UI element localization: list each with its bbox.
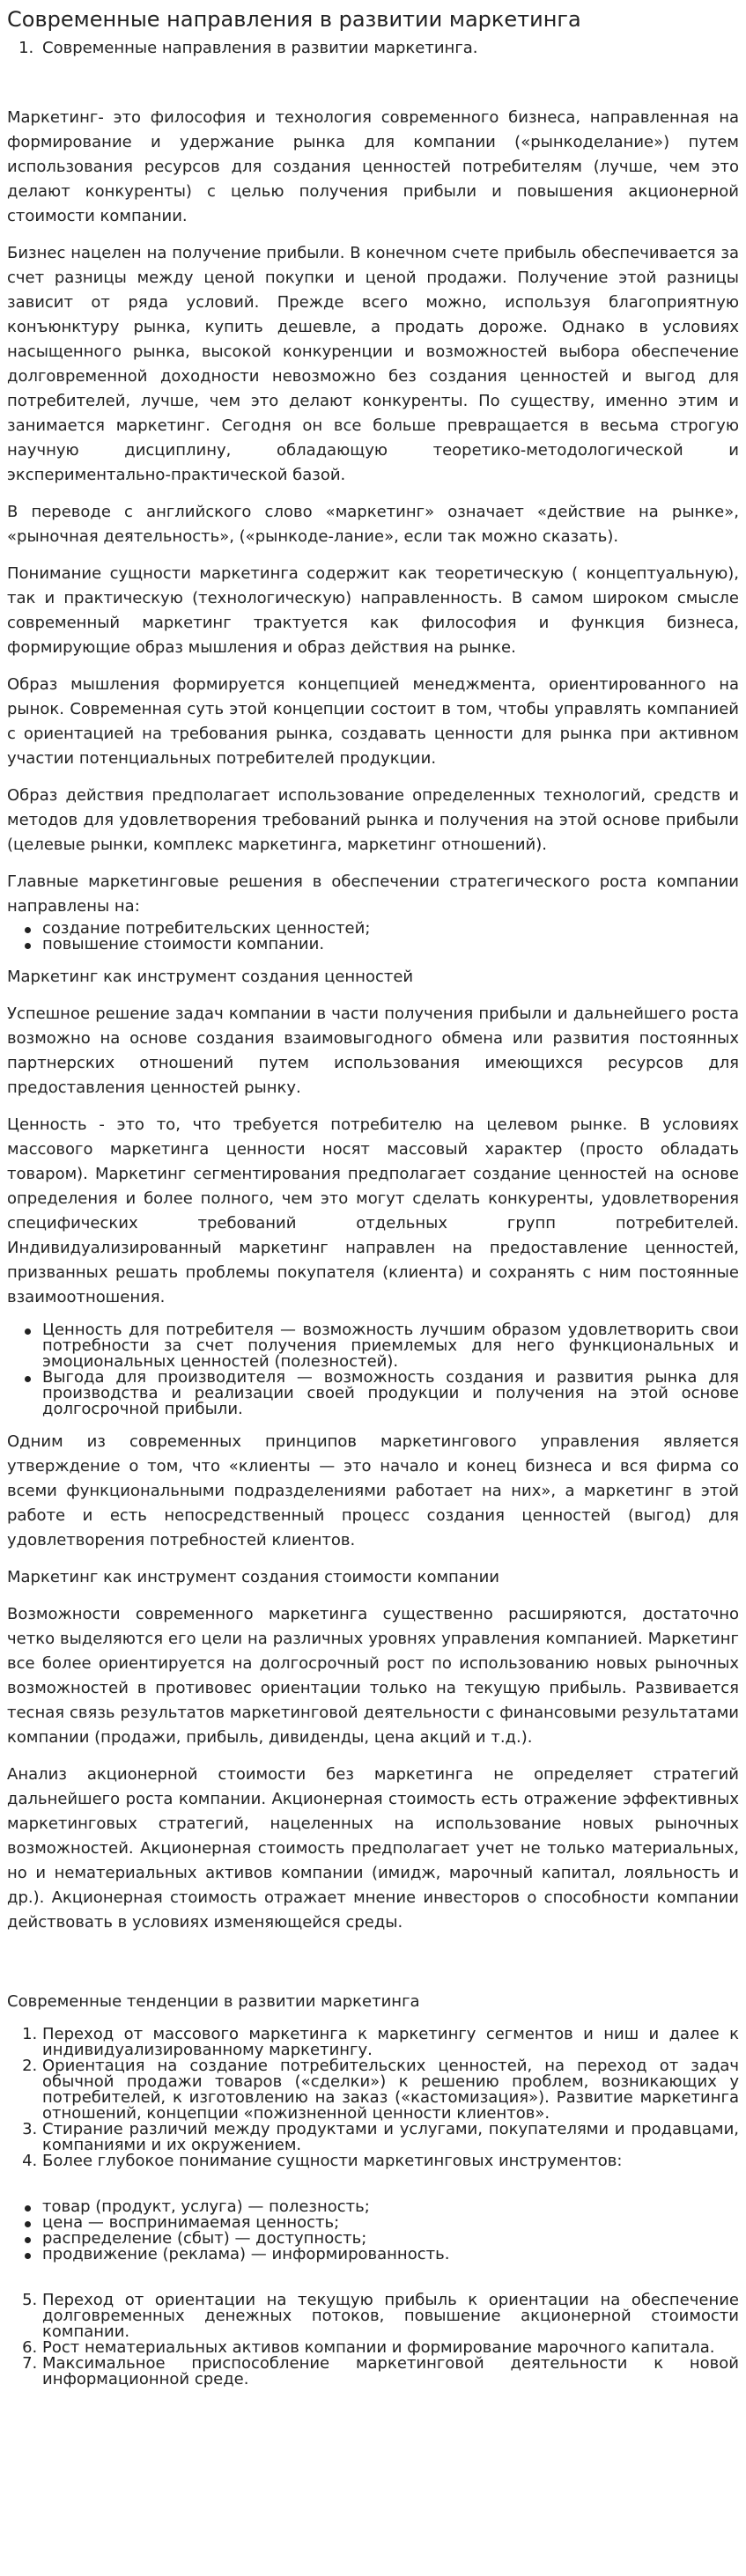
- list-item: повышение стоимости компании.: [42, 937, 739, 953]
- list-item: 6. Рост нематериальных активов компании и формирование марочного капитала.: [42, 2340, 739, 2356]
- section-heading-cost: Маркетинг как инструмент создания стоимости компании: [7, 1568, 500, 1586]
- value-list: [7, 1322, 739, 1417]
- trends-list-continued: [7, 2293, 739, 2388]
- marketing-tools-list: [7, 2199, 739, 2263]
- paragraph: В переводе с английского слово «маркетинг» означает «действие на рынке», «рыночная деятельность», («рынкоде-лание», если так можно сказать).: [7, 503, 739, 546]
- paragraph: Анализ акционерной стоимости без маркетинга не определяет стратегий дальнейшего роста компании. Акционерная стоимость есть отражение эффективных маркетинговых стратегий, нацеленных на использование новых рыночных возможностей. Акционерная стоимость предполагает учет не только материальных, но и нематериальных активов компании (имидж, марочный капитал, лояльность и др.). Акционерная стоимость отражает мнение инвесторов о способности компании действовать в условиях изменяющейся среды.: [7, 1765, 739, 1932]
- section-heading-value: Маркетинг как инструмент создания ценностей: [7, 968, 414, 986]
- list-item: продвижение (реклама) — информированность.: [42, 2247, 739, 2263]
- paragraph: Ценность - это то, что требуется потребителю на целевом рынке. В условиях массового маркетинга ценности носят массовый характер (просто обладать товаром). Маркетинг сегментирования предполагает создание ценностей на основе определения и более полного, чем это могут сделать конкуренты, удовлетворения специфических требований отдельных групп потребителей. Индивидуализированный маркетинг направлен на предоставление ценностей, призванных решать проблемы покупателя (клиента) и сохранять с ним постоянные взаимоотношения.: [7, 1115, 739, 1306]
- table-of-contents: [7, 37, 739, 60]
- toc-item[interactable]: 1. Современные направления в развитии маркетинга.: [39, 37, 739, 60]
- page-title: Современные направления в развитии маркетинга: [7, 7, 581, 32]
- list-item: Ценность для потребителя — возможность лучшим образом удовлетворить свои потребности за счет получения приемлемых для него функциональных и эмоциональных ценностей (полезностей).: [42, 1321, 739, 1371]
- list-item: 5. Переход от ориентации на текущую прибыль к ориентации на обеспечение долговременных денежных потоков, повышение акционерной стоимости компании.: [42, 2293, 739, 2340]
- list-item: Выгода для производителя — возможность создания и развития рынка для производства и реализации своей продукции и получения на этой основе долгосрочной прибыли.: [42, 1368, 739, 1418]
- paragraph: Образ действия предполагает использование определенных технологий, средств и методов для удовлетворения требований рынка и получения на этой основе прибыли (целевые рынки, комплекс маркетинга, маркетинг отношений).: [7, 786, 739, 854]
- spacer: [7, 2263, 739, 2293]
- list-item: товар (продукт, услуга) — полезность;: [42, 2199, 739, 2215]
- paragraph: Главные маркетинговые решения в обеспечении стратегического роста компании направлены на:: [7, 872, 739, 916]
- list-item: 7. Максимальное приспособление маркетинговой деятельности к новой информационной среде.: [42, 2356, 739, 2388]
- paragraph: Бизнес нацелен на получение прибыли. В конечном счете прибыль обеспечивается за счет разницы между ценой покупки и ценой продажи. Получение этой разницы зависит от ряда условий. Прежде всего можно, используя благоприятную конъюнктуру рынка, купить дешевле, а продать дороже. Однако в условиях насыщенного рынка, высокой конкуренции и возможностей выбора обеспечение долговременной доходности невозможно без создания ценностей и выгод для потребителей, лучше, чем это делают конкуренты. По существу, именно этим и занимается маркетинг. Сегодня он все больше превращается в весьма строгую научную дисциплину, обладающую теоретико-методологической и экспериментально-практической базой.: [7, 244, 739, 484]
- list-item: цена — воспринимаемая ценность;: [42, 2215, 739, 2231]
- paragraph: Возможности современного маркетинга существенно расширяются, достаточно четко выделяются его цели на различных уровнях управления компанией. Маркетинг все более ориентируется на долгосрочный рост по использованию новых рыночных возможностей в противовес ориентации только на текущую прибыль. Развивается тесная связь результатов маркетинговой деятельности с финансовыми результатами компании (продажи, прибыль, дивиденды, цена акций и т.д.).: [7, 1605, 739, 1747]
- paragraph: Понимание сущности маркетинга содержит как теоретическую ( концептуальную), так и практическую (технологическую) направленность. В самом широком смысле современный маркетинг трактуется как философия и функция бизнеса, формирующие образ мышления и образ действия на рынке.: [7, 564, 739, 657]
- list-item: 3. Стирание различий между продуктами и услугами, покупателями и продавцами, компаниями и их окружением.: [42, 2122, 739, 2153]
- goals-list: [7, 921, 739, 953]
- list-item: 4. Более глубокое понимание сущности маркетинговых инструментов:: [42, 2153, 739, 2169]
- paragraph: Образ мышления формируется концепцией менеджмента, ориентированного на рынок. Современная суть этой концепции состоит в том, чтобы управлять компанией с ориентацией на требования рынка, создавать ценности для рынка при активном участии потенциальных потребителей продукции.: [7, 675, 739, 768]
- spacer: [7, 60, 739, 106]
- spacer: [7, 2169, 739, 2199]
- paragraph: Успешное решение задач компании в части получения прибыли и дальнейшего роста возможно на основе создания взаимовыгодного обмена или развития постоянных партнерских отношений путем использования имеющихся ресурсов для предоставления ценностей рынку.: [7, 1005, 739, 1097]
- list-item: распределение (сбыт) — доступность;: [42, 2231, 739, 2247]
- paragraph: Одним из современных принципов маркетингового управления является утверждение о том, что «клиенты — это начало и конец бизнеса и вся фирма со всеми функциональными подразделениями работает на них», а маркетинг в этой работе и есть непосредственный процесс создания ценностей (выгод) для удовлетворения потребностей клиентов.: [7, 1432, 739, 1549]
- spacer: [7, 1947, 739, 1990]
- list-item: 2. Ориентация на создание потребительских ценностей, на переход от задач обычной продажи товаров («сделки») к решению проблем, возникающих у потребителей, к изготовлению на заказ («кастомизация»). Развитие маркетинга отношений, концепции «пожизненной ценности клиентов».: [42, 2058, 739, 2122]
- section-heading-trends: Современные тенденции в развитии маркетинга: [7, 1992, 420, 2011]
- list-item: создание потребительских ценностей;: [42, 921, 739, 937]
- list-item: 1. Переход от массового маркетинга к маркетингу сегментов и ниш и далее к индивидуализированному маркетингу.: [42, 2027, 739, 2058]
- paragraph: Маркетинг- это философия и технология современного бизнеса, направленная на формирование и удержание рынка для компании («рынкоделание») путем использования ресурсов для создания ценностей потребителям (лучше, чем это делают конкуренты) с целью получения прибыли и повышения акционерной стоимости компании.: [7, 108, 739, 225]
- trends-list: [7, 2027, 739, 2169]
